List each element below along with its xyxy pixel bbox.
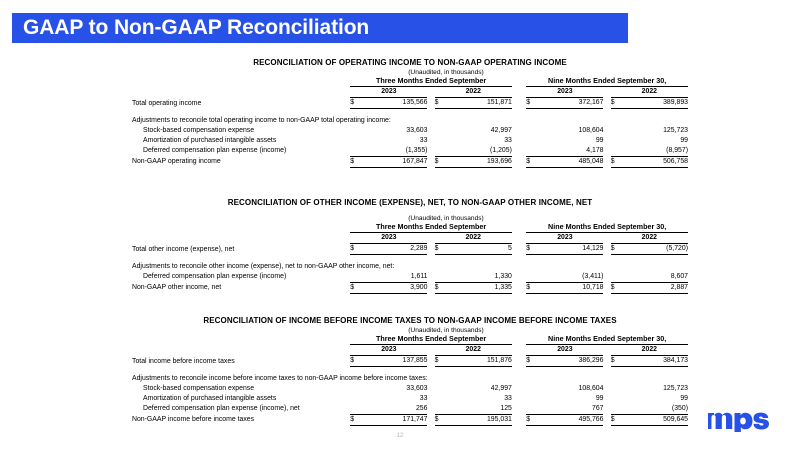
currency-symbol <box>435 116 448 126</box>
currency-symbol: $ <box>350 414 363 425</box>
row-value: 151,876 <box>448 356 512 367</box>
currency-symbol <box>435 262 448 272</box>
row-value: 3,900 <box>364 282 428 293</box>
table-row <box>132 244 688 255</box>
row-value: 125 <box>448 404 512 415</box>
table-row <box>132 146 688 157</box>
section-subcaption: (Unaudited, in thousands) <box>408 215 484 222</box>
currency-symbol <box>350 272 363 283</box>
row-value: 108,604 <box>578 384 604 392</box>
currency-symbol <box>435 404 448 415</box>
currency-symbol <box>350 404 363 415</box>
row-value: 99 <box>595 394 604 402</box>
currency-symbol <box>350 136 363 146</box>
row-value: 495,766 <box>540 414 604 425</box>
group-header-row <box>132 76 688 87</box>
section-income-before-taxes <box>132 316 688 426</box>
row-value: 195,031 <box>448 414 512 425</box>
currency-symbol: $ <box>526 356 539 367</box>
row-label: Deferred compensation plan expense (income) <box>143 147 287 155</box>
currency-symbol <box>611 394 624 404</box>
row-value: 42,997 <box>490 126 512 134</box>
row-label: Amortization of purchased intangible assets <box>143 136 277 144</box>
year-header-row <box>132 87 688 98</box>
mps-logo <box>707 406 781 432</box>
row-value <box>540 374 604 384</box>
currency-symbol: $ <box>435 356 448 367</box>
section-heading: RECONCILIATION OF INCOME BEFORE INCOME TAXES TO NON-GAAP INCOME BEFORE INCOME TAXES <box>203 316 617 325</box>
table-row <box>132 136 688 146</box>
row-value: 33 <box>504 394 512 402</box>
row-value: 99 <box>595 136 604 144</box>
year-header: 2023 <box>350 233 427 244</box>
year-header-row <box>132 345 688 356</box>
row-value: 42,997 <box>490 384 512 392</box>
year-header: 2023 <box>350 87 427 98</box>
currency-symbol <box>526 272 539 283</box>
currency-symbol <box>611 272 624 283</box>
section-subcaption: (Unaudited, in thousands) <box>408 69 484 76</box>
currency-symbol <box>435 272 448 283</box>
currency-symbol <box>526 262 539 272</box>
currency-symbol <box>526 404 539 415</box>
row-label: Non-GAAP other income, net <box>132 284 222 292</box>
row-value <box>448 262 512 272</box>
currency-symbol <box>526 374 539 384</box>
currency-symbol <box>350 384 363 394</box>
table-row <box>132 282 688 293</box>
currency-symbol <box>526 136 539 146</box>
row-value: 137,855 <box>364 356 428 367</box>
row-value: 1,335 <box>448 282 512 293</box>
row-label: Amortization of purchased intangible assets <box>143 394 277 402</box>
currency-symbol: $ <box>350 282 363 293</box>
row-value: 193,696 <box>448 156 512 167</box>
row-value: 135,566 <box>364 98 428 109</box>
row-value: (5,720) <box>624 244 688 255</box>
row-value: 8,607 <box>624 272 688 283</box>
currency-symbol <box>350 126 363 136</box>
table-body <box>132 222 688 293</box>
row-value: 108,604 <box>578 126 604 134</box>
section-heading: RECONCILIATION OF OPERATING INCOME TO NON-GAAP OPERATING INCOME <box>253 58 567 67</box>
table-row <box>132 404 688 415</box>
row-label: Non-GAAP income before income taxes <box>132 416 255 424</box>
row-value: 171,747 <box>364 414 428 425</box>
row-value <box>624 262 688 272</box>
row-value: 14,129 <box>540 244 604 255</box>
row-value: 2,887 <box>624 282 688 293</box>
currency-symbol: $ <box>435 156 448 167</box>
row-label: Stock-based compensation expense <box>143 384 255 392</box>
spacer-row <box>132 367 688 374</box>
currency-symbol: $ <box>435 244 448 255</box>
currency-symbol: $ <box>435 414 448 425</box>
currency-symbol: $ <box>611 98 624 109</box>
row-value: 125,723 <box>663 384 688 392</box>
table-row <box>132 272 688 283</box>
currency-symbol <box>611 262 624 272</box>
currency-symbol: $ <box>611 414 624 425</box>
table-row <box>132 394 688 404</box>
group-header: Nine Months Ended September 30, <box>526 76 688 87</box>
reconciliation-table <box>132 222 688 294</box>
row-label: Deferred compensation plan expense (income) <box>143 273 287 281</box>
row-value: 167,847 <box>364 156 428 167</box>
row-value: 33,603 <box>406 126 428 134</box>
group-header: Three Months Ended September <box>350 334 512 345</box>
row-value: 4,178 <box>540 146 604 157</box>
currency-symbol: $ <box>526 156 539 167</box>
row-label: Total other income (expense), net <box>132 245 235 253</box>
reconciliation-table <box>132 76 688 168</box>
year-header: 2023 <box>526 345 603 356</box>
row-value: (8,957) <box>624 146 688 157</box>
currency-symbol: $ <box>526 414 539 425</box>
spacer-row <box>132 109 688 116</box>
group-header: Three Months Ended September <box>350 222 512 233</box>
currency-symbol <box>611 404 624 415</box>
group-header: Nine Months Ended September 30, <box>526 222 688 233</box>
row-value: 33,603 <box>406 384 428 392</box>
currency-symbol <box>350 146 363 157</box>
row-value: 372,167 <box>540 98 604 109</box>
currency-symbol <box>435 136 448 146</box>
year-header: 2023 <box>526 233 603 244</box>
table-body <box>132 334 688 425</box>
table-row <box>132 374 688 384</box>
currency-symbol: $ <box>526 98 539 109</box>
currency-symbol: $ <box>350 156 363 167</box>
row-value: 5 <box>448 244 512 255</box>
row-value: 767 <box>540 404 604 415</box>
row-value: 33 <box>419 394 428 402</box>
currency-symbol: $ <box>611 282 624 293</box>
row-value: (350) <box>624 404 688 415</box>
currency-symbol <box>611 146 624 157</box>
row-value <box>448 374 512 384</box>
currency-symbol: $ <box>350 244 363 255</box>
row-label: Deferred compensation plan expense (income), net <box>143 405 300 413</box>
row-value <box>624 116 688 126</box>
currency-symbol <box>611 374 624 384</box>
table-row <box>132 414 688 425</box>
row-value <box>540 116 604 126</box>
currency-symbol <box>435 146 448 157</box>
table-row <box>132 156 688 167</box>
row-value: 10,718 <box>540 282 604 293</box>
currency-symbol <box>526 116 539 126</box>
page-number: 12 <box>396 432 404 439</box>
table-row <box>132 262 688 272</box>
table-row <box>132 384 688 394</box>
year-header: 2022 <box>611 345 688 356</box>
row-value <box>448 116 512 126</box>
table-row <box>132 116 688 126</box>
currency-symbol <box>435 394 448 404</box>
currency-symbol: $ <box>435 98 448 109</box>
row-value: (1,355) <box>364 146 428 157</box>
group-header: Three Months Ended September <box>350 76 512 87</box>
row-value: 485,048 <box>540 156 604 167</box>
section-heading: RECONCILIATION OF OTHER INCOME (EXPENSE), NET, TO NON-GAAP OTHER INCOME, NET <box>227 198 593 207</box>
year-header: 2023 <box>526 87 603 98</box>
year-header: 2023 <box>350 345 427 356</box>
currency-symbol <box>435 384 448 394</box>
row-value: (1,205) <box>448 146 512 157</box>
row-value: 384,173 <box>624 356 688 367</box>
row-value: 33 <box>419 136 428 144</box>
row-label: Stock-based compensation expense <box>143 126 255 134</box>
row-label: Total operating income <box>132 99 202 107</box>
row-value: 506,758 <box>624 156 688 167</box>
row-value: 389,893 <box>624 98 688 109</box>
row-label: Non-GAAP operating income <box>132 158 221 166</box>
section-other-income <box>132 198 688 294</box>
row-value: 256 <box>364 404 428 415</box>
year-header: 2022 <box>611 233 688 244</box>
table-body <box>132 76 688 167</box>
row-label: Adjustments to reconcile income before income taxes to non-GAAP income before income taxes: <box>132 374 428 382</box>
currency-symbol <box>611 136 624 146</box>
year-header: 2022 <box>435 87 512 98</box>
row-label: Adjustments to reconcile other income (expense), net to non-GAAP other income, net: <box>132 262 395 270</box>
currency-symbol: $ <box>350 98 363 109</box>
row-value: 99 <box>680 394 688 402</box>
currency-symbol <box>611 384 624 394</box>
spacer-row <box>132 255 688 262</box>
page-title: GAAP to Non-GAAP Reconciliation <box>23 16 370 39</box>
table-row <box>132 356 688 367</box>
currency-symbol: $ <box>435 282 448 293</box>
row-value: 33 <box>504 136 512 144</box>
currency-symbol <box>526 126 539 136</box>
currency-symbol: $ <box>611 244 624 255</box>
row-value: 1,330 <box>448 272 512 283</box>
row-value <box>624 374 688 384</box>
currency-symbol <box>611 126 624 136</box>
currency-symbol <box>526 394 539 404</box>
row-label: Adjustments to reconcile total operating income to non-GAAP total operating income: <box>132 116 391 124</box>
currency-symbol: $ <box>350 356 363 367</box>
row-value: 2,289 <box>364 244 428 255</box>
section-subcaption: (Unaudited, in thousands) <box>408 327 484 334</box>
section-operating-income <box>132 58 688 168</box>
row-value <box>540 262 604 272</box>
year-header: 2022 <box>435 233 512 244</box>
group-header: Nine Months Ended September 30, <box>526 334 688 345</box>
slide-title-bar <box>12 13 628 43</box>
row-value: (3,411) <box>540 272 604 283</box>
currency-symbol: $ <box>526 244 539 255</box>
currency-symbol: $ <box>526 282 539 293</box>
row-value: 509,645 <box>624 414 688 425</box>
year-header: 2022 <box>611 87 688 98</box>
table-row <box>132 126 688 136</box>
reconciliation-table <box>132 334 688 426</box>
row-value: 125,723 <box>663 126 688 134</box>
row-value: 151,871 <box>448 98 512 109</box>
group-header-row <box>132 334 688 345</box>
year-header: 2022 <box>435 345 512 356</box>
currency-symbol: $ <box>611 156 624 167</box>
row-value: 386,296 <box>540 356 604 367</box>
table-row <box>132 98 688 109</box>
row-value: 99 <box>680 136 688 144</box>
currency-symbol: $ <box>611 356 624 367</box>
currency-symbol <box>350 394 363 404</box>
year-header-row <box>132 233 688 244</box>
currency-symbol <box>435 374 448 384</box>
currency-symbol <box>526 146 539 157</box>
currency-symbol <box>435 126 448 136</box>
group-header-row <box>132 222 688 233</box>
currency-symbol <box>611 116 624 126</box>
row-value: 1,611 <box>364 272 428 283</box>
currency-symbol <box>526 384 539 394</box>
row-label: Total income before income taxes <box>132 357 235 365</box>
